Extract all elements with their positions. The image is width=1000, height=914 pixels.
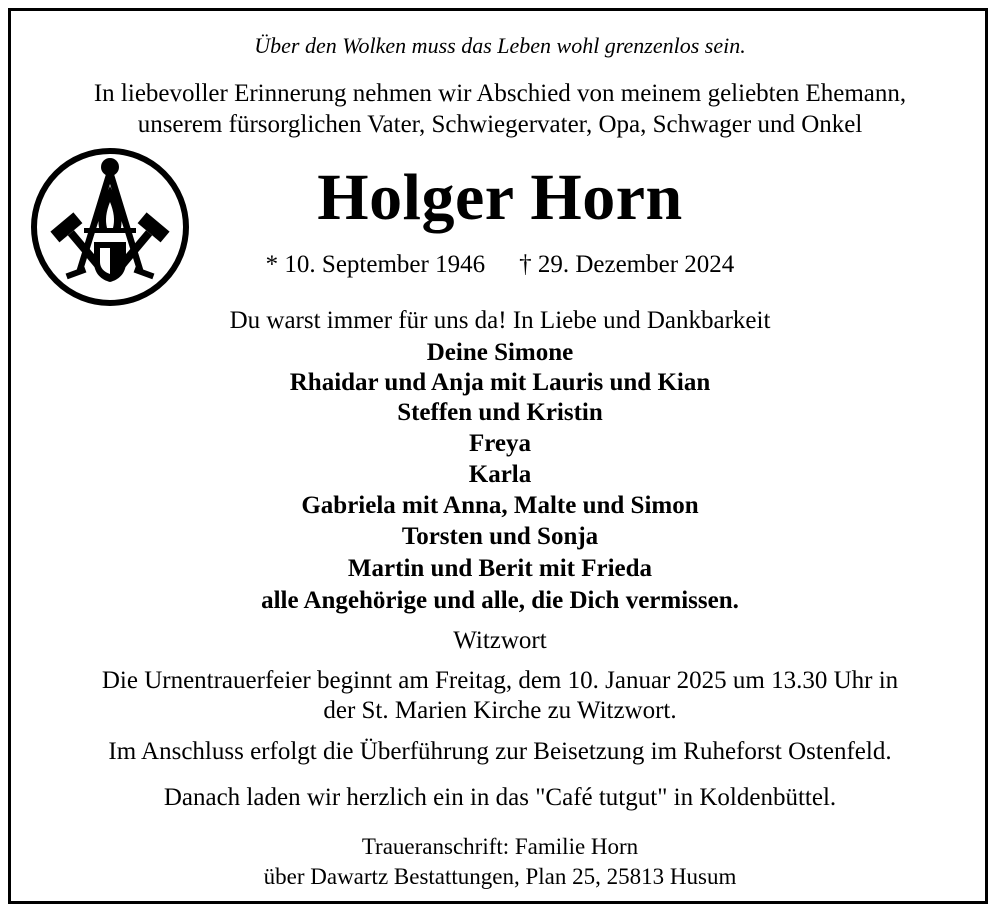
motto: Über den Wolken muss das Leben wohl grenzenlos sein. bbox=[254, 33, 746, 58]
mourner-line: Steffen und Kristin bbox=[397, 399, 603, 426]
closing-line: Du warst immer für uns da! In Liebe und Dankbarkeit bbox=[229, 307, 771, 334]
mourner-line: Freya bbox=[468, 430, 531, 457]
mourner-line: Martin und Berit mit Frieda bbox=[347, 555, 653, 582]
mourner-line: Karla bbox=[468, 461, 532, 488]
burial-info: Im Anschluss erfolgt die Überführung zur Beisetzung im Ruheforst Ostenfeld. bbox=[108, 738, 892, 765]
intro-line-1: In liebevoller Erinnerung nehmen wir Abschied von meinem geliebten Ehemann, bbox=[93, 80, 907, 107]
invitation: Danach laden wir herzlich ein in das "Café tutgut" in Koldenbüttel. bbox=[163, 784, 837, 811]
intro-line-2: unserem fürsorglichen Vater, Schwiegervater, Opa, Schwager und Onkel bbox=[137, 111, 863, 138]
mourner-line: Rhaidar und Anja mit Lauris und Kian bbox=[289, 369, 711, 396]
mourner-line: Deine Simone bbox=[426, 339, 574, 366]
deceased-name: Holger Horn bbox=[317, 161, 683, 234]
mourner-line: Gabriela mit Anna, Malte und Simon bbox=[301, 492, 699, 519]
place: Witzwort bbox=[453, 627, 547, 654]
mourner-line: alle Angehörige und alle, die Dich vermissen. bbox=[261, 587, 739, 614]
death-date: † 29. Dezember 2024 bbox=[519, 251, 735, 278]
life-dates bbox=[0, 251, 1000, 279]
mourner-line: Torsten und Sonja bbox=[401, 523, 599, 550]
ceremony-line-1: Die Urnentrauerfeier beginnt am Freitag, dem 10. Januar 2025 um 13.30 Uhr in bbox=[101, 667, 899, 694]
birth-date: * 10. September 1946 bbox=[265, 251, 486, 278]
address-line-1: Traueranschrift: Familie Horn bbox=[361, 834, 639, 859]
address-line-2: über Dawartz Bestattungen, Plan 25, 25813 Husum bbox=[263, 864, 737, 889]
ceremony-line-2: der St. Marien Kirche zu Witzwort. bbox=[323, 697, 677, 724]
